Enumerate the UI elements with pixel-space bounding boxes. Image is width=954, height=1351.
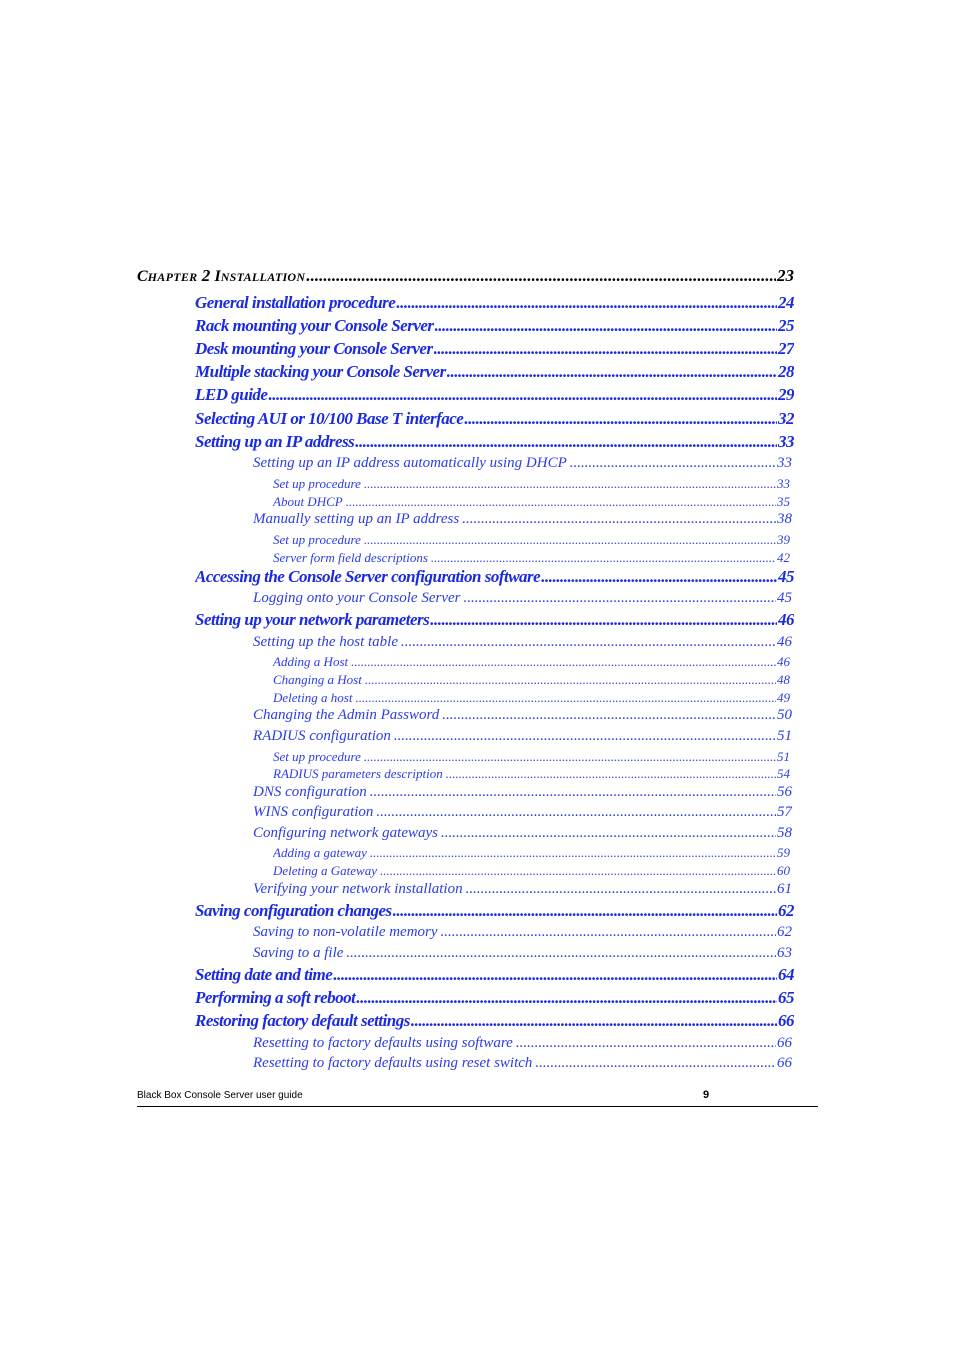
dot-leader bbox=[435, 316, 777, 336]
dot-leader bbox=[464, 590, 777, 607]
footer-page-number: 9 bbox=[703, 1089, 710, 1101]
toc-entry[interactable] bbox=[273, 766, 790, 782]
dot-leader bbox=[430, 610, 777, 630]
toc-page-number: 23 bbox=[777, 266, 794, 285]
toc-entry-title: Changing the Admin Password bbox=[253, 707, 440, 723]
toc-entry-title: Setting date and time bbox=[195, 965, 333, 984]
dot-leader bbox=[365, 672, 776, 688]
toc-entry[interactable] bbox=[273, 494, 790, 510]
toc-page-number: 39 bbox=[777, 532, 790, 547]
toc-entry-title: Adding a gateway bbox=[273, 845, 367, 860]
toc-entry-title: General installation procedure bbox=[195, 293, 396, 312]
toc-page-number: 33 bbox=[778, 432, 794, 451]
toc-page-number: 45 bbox=[778, 567, 794, 586]
toc-entry[interactable] bbox=[273, 749, 790, 765]
dot-leader bbox=[393, 901, 777, 921]
dot-leader bbox=[446, 766, 776, 782]
dot-leader bbox=[464, 409, 777, 429]
toc-entry[interactable] bbox=[273, 532, 790, 548]
toc-entry-title: Adding a Host bbox=[273, 654, 349, 669]
toc-entry[interactable] bbox=[195, 567, 794, 587]
toc-entry[interactable] bbox=[253, 1035, 792, 1052]
toc-entry[interactable] bbox=[273, 654, 790, 670]
dot-leader bbox=[356, 988, 777, 1008]
dot-leader bbox=[333, 965, 777, 985]
toc-entry[interactable] bbox=[273, 672, 790, 688]
toc-page-number: 66 bbox=[778, 1011, 794, 1030]
toc-page-number: 24 bbox=[778, 293, 794, 312]
toc-entry-title: Accessing the Console Server configuration software bbox=[195, 567, 541, 586]
dot-leader bbox=[364, 532, 776, 548]
dot-leader bbox=[411, 1011, 777, 1031]
toc-chapter-heading[interactable] bbox=[137, 266, 794, 286]
toc-page-number: 62 bbox=[778, 901, 794, 920]
toc-page-number: 29 bbox=[778, 385, 794, 404]
toc-entry[interactable] bbox=[253, 728, 792, 745]
dot-leader bbox=[355, 690, 776, 706]
toc-entry-title: Logging onto your Console Server bbox=[253, 590, 461, 606]
dot-leader bbox=[346, 945, 776, 962]
toc-page-number: 66 bbox=[777, 1035, 792, 1051]
toc-page-number: 60 bbox=[777, 863, 790, 878]
toc-page-number: 46 bbox=[778, 610, 794, 629]
toc-entry-title: Verifying your network installation bbox=[253, 881, 463, 897]
toc-page-number: 49 bbox=[777, 690, 790, 705]
chapter-prefix-initial: C bbox=[137, 268, 148, 285]
toc-entry[interactable] bbox=[253, 881, 792, 898]
toc-entry[interactable] bbox=[273, 845, 790, 861]
toc-entry[interactable] bbox=[273, 476, 790, 492]
toc-entry-title: Manually setting up an IP address bbox=[253, 511, 460, 527]
toc-page-number: 48 bbox=[777, 672, 790, 687]
toc-entry-title: Setting up an IP address bbox=[195, 432, 355, 451]
toc-entry-title: Server form field descriptions bbox=[273, 550, 428, 565]
dot-leader bbox=[364, 476, 776, 492]
toc-entry[interactable] bbox=[195, 362, 794, 382]
toc-page-number: 54 bbox=[777, 766, 790, 781]
toc-entry-title: Set up procedure bbox=[273, 749, 361, 764]
toc-page-number: 65 bbox=[778, 988, 794, 1007]
chapter-prefix-rest: HAPTER bbox=[147, 270, 198, 284]
dot-leader bbox=[431, 550, 776, 566]
dot-leader bbox=[376, 804, 776, 821]
toc-entry[interactable] bbox=[253, 784, 792, 801]
dot-leader bbox=[396, 293, 777, 313]
toc-page-number: 35 bbox=[777, 494, 790, 509]
toc-entry-title: Saving configuration changes bbox=[195, 901, 392, 920]
toc-entry-title: DNS configuration bbox=[253, 784, 367, 800]
toc-entry-title: Setting up the host table bbox=[253, 634, 398, 650]
footer-divider bbox=[137, 1106, 818, 1107]
toc-page-number: 56 bbox=[777, 784, 792, 800]
toc-entry[interactable] bbox=[253, 511, 792, 528]
toc-entry[interactable] bbox=[195, 385, 794, 405]
toc-entry[interactable] bbox=[195, 901, 794, 921]
toc-page-number: 25 bbox=[778, 316, 794, 335]
dot-leader bbox=[306, 266, 776, 286]
toc-entry[interactable] bbox=[195, 988, 794, 1008]
toc-page-number: 28 bbox=[778, 362, 794, 381]
toc-entry-title: Deleting a host bbox=[273, 690, 353, 705]
toc-entry-title: Resetting to factory defaults using reset switch bbox=[253, 1055, 533, 1071]
toc-page-number: 32 bbox=[778, 409, 794, 428]
toc-entry[interactable] bbox=[253, 590, 792, 607]
dot-leader bbox=[401, 634, 776, 651]
dot-leader bbox=[441, 924, 776, 941]
dot-leader bbox=[351, 654, 776, 670]
dot-leader bbox=[462, 511, 776, 528]
toc-page-number: 33 bbox=[777, 476, 790, 491]
toc-entry-title: RADIUS configuration bbox=[253, 728, 391, 744]
toc-entry-title: LED guide bbox=[195, 385, 268, 404]
toc-entry-title: Selecting AUI or 10/100 Base T interface bbox=[195, 409, 464, 428]
toc-page-number: 46 bbox=[777, 634, 792, 650]
toc-entry-title: Setting up an IP address automatically using DHCP bbox=[253, 455, 567, 471]
toc-entry-title: Rack mounting your Console Server bbox=[195, 316, 434, 335]
toc-page-number: 27 bbox=[778, 339, 794, 358]
toc-page-number: 46 bbox=[777, 654, 790, 669]
toc-page-number: 45 bbox=[777, 590, 792, 606]
dot-leader bbox=[541, 567, 777, 587]
toc-page-number: 62 bbox=[777, 924, 792, 940]
toc-entry-title: Desk mounting your Console Server bbox=[195, 339, 433, 358]
toc-page-number: 64 bbox=[778, 965, 794, 984]
toc-entry[interactable] bbox=[195, 339, 794, 359]
footer-guide-title: Black Box Console Server user guide bbox=[137, 1090, 303, 1101]
toc-entry[interactable] bbox=[195, 610, 794, 630]
chapter-number: 2 bbox=[201, 266, 211, 285]
toc-entry[interactable] bbox=[253, 707, 792, 724]
toc-entry[interactable] bbox=[253, 945, 792, 962]
toc-entry-title: Multiple stacking your Console Server bbox=[195, 362, 446, 381]
toc-entry-title: Changing a Host bbox=[273, 672, 362, 687]
toc-entry-title: Saving to a file bbox=[253, 945, 344, 961]
toc-entry[interactable] bbox=[253, 1055, 792, 1072]
dot-leader bbox=[535, 1055, 776, 1072]
toc-page-number: 42 bbox=[777, 550, 790, 565]
toc-entry-title: Set up procedure bbox=[273, 532, 361, 547]
toc-entry-title: Deleting a Gateway bbox=[273, 863, 377, 878]
toc-entry-title: Set up procedure bbox=[273, 476, 361, 491]
toc-entry-title: Saving to non-volatile memory bbox=[253, 924, 438, 940]
toc-entry-title: Restoring factory default settings bbox=[195, 1011, 410, 1030]
toc-entry-title: WINS configuration bbox=[253, 804, 374, 820]
dot-leader bbox=[355, 432, 777, 452]
toc-page-number: 58 bbox=[777, 825, 792, 841]
toc-page-number: 51 bbox=[777, 728, 792, 744]
toc-entry-title: Configuring network gateways bbox=[253, 825, 438, 841]
toc-page-number: 61 bbox=[777, 881, 792, 897]
chapter-label bbox=[137, 266, 305, 286]
toc-entry-title: Performing a soft reboot bbox=[195, 988, 356, 1007]
toc-entry-title: About DHCP bbox=[273, 494, 343, 509]
toc-page-number: 66 bbox=[777, 1055, 792, 1071]
toc-entry[interactable] bbox=[195, 316, 794, 336]
dot-leader bbox=[447, 362, 777, 382]
toc-entry-title: Resetting to factory defaults using software bbox=[253, 1035, 513, 1051]
toc-entry[interactable] bbox=[253, 455, 792, 472]
toc-page-number: 51 bbox=[777, 749, 790, 764]
dot-leader bbox=[394, 728, 776, 745]
toc-page-number: 33 bbox=[777, 455, 792, 471]
toc-entry[interactable] bbox=[195, 1011, 794, 1031]
toc-entry-title: Setting up your network parameters bbox=[195, 610, 430, 629]
toc-entry[interactable] bbox=[253, 924, 792, 941]
toc-entry-title: RADIUS parameters description bbox=[273, 766, 443, 781]
toc-entry[interactable] bbox=[253, 804, 792, 821]
dot-leader bbox=[370, 784, 776, 801]
dot-leader bbox=[516, 1035, 776, 1052]
toc-page-number: 50 bbox=[777, 707, 792, 723]
dot-leader bbox=[380, 863, 776, 879]
dot-leader bbox=[570, 455, 776, 472]
dot-leader bbox=[346, 494, 776, 510]
toc-page-number: 57 bbox=[777, 804, 792, 820]
toc-entry[interactable] bbox=[273, 690, 790, 706]
toc-page-number: 38 bbox=[777, 511, 792, 527]
dot-leader bbox=[434, 339, 777, 359]
chapter-title-initial: I bbox=[214, 268, 221, 285]
toc-entry[interactable] bbox=[253, 634, 792, 651]
chapter-title-rest: NSTALLATION bbox=[220, 270, 306, 284]
toc-entry[interactable] bbox=[195, 432, 794, 452]
dot-leader bbox=[268, 385, 777, 405]
toc-entry[interactable] bbox=[273, 550, 790, 566]
toc-entry[interactable] bbox=[273, 863, 790, 879]
dot-leader bbox=[441, 825, 776, 842]
dot-leader bbox=[466, 881, 776, 898]
toc-entry[interactable] bbox=[195, 409, 794, 429]
toc-entry[interactable] bbox=[195, 293, 794, 313]
toc-page-number: 63 bbox=[777, 945, 792, 961]
dot-leader bbox=[364, 749, 776, 765]
toc-page-number: 59 bbox=[777, 845, 790, 860]
toc-entry[interactable] bbox=[195, 965, 794, 985]
toc-entry[interactable] bbox=[253, 825, 792, 842]
dot-leader bbox=[370, 845, 776, 861]
dot-leader bbox=[442, 707, 776, 724]
